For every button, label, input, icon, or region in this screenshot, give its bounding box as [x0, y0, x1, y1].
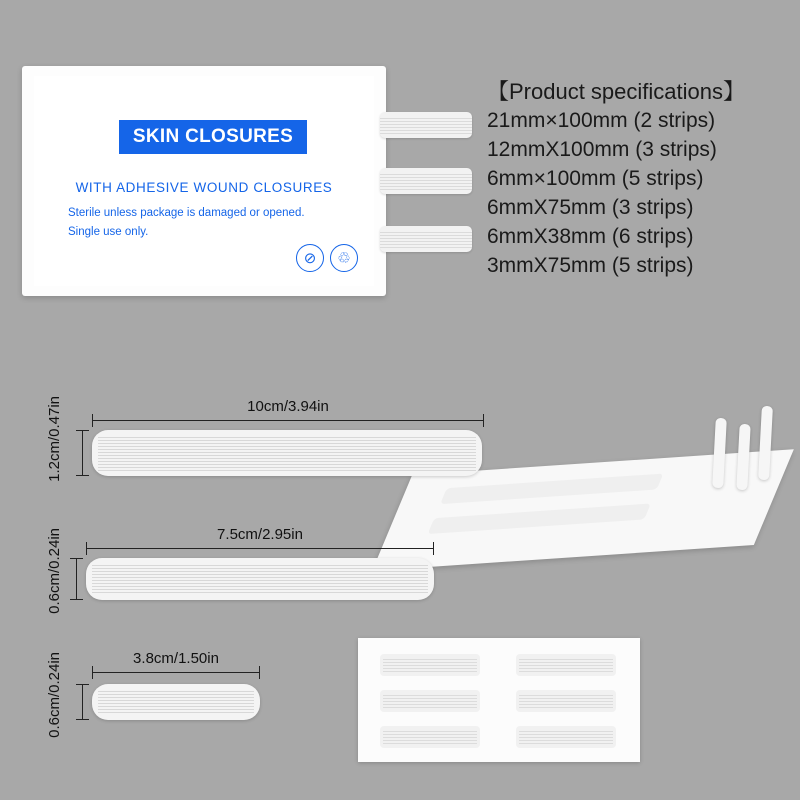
- width-dimension-line: [76, 558, 77, 600]
- width-dimension-label: 0.6cm/0.24in: [46, 652, 63, 738]
- sheet-strip: [516, 690, 616, 712]
- package-front-face: [34, 76, 374, 286]
- length-dimension-line: [86, 548, 434, 549]
- specifications-block: [487, 78, 787, 280]
- do-not-reuse-icon: ⊘: [296, 244, 324, 272]
- length-dimension-label: 7.5cm/2.95in: [217, 526, 303, 543]
- brand-banner: [119, 120, 307, 154]
- width-dimension-label: 1.2cm/0.47in: [46, 396, 63, 482]
- width-dimension-line: [82, 684, 83, 720]
- brand-name: SKIN CLOSURES: [132, 126, 294, 147]
- length-dimension-line: [92, 420, 484, 421]
- specifications-title: 【Product specifications】: [487, 79, 745, 104]
- backing-sheet-with-strips: [358, 638, 640, 762]
- peeking-closure-strip: [380, 168, 472, 194]
- spec-line-2: 12mmX100mm (3 strips): [487, 138, 717, 161]
- spec-line-1: 21mm×100mm (2 strips): [487, 109, 716, 132]
- package-subtitle: WITH ADHESIVE WOUND CLOSURES: [75, 180, 333, 195]
- spec-line-5: 6mmX38mm (6 strips): [487, 225, 694, 248]
- recycle-icon: ♲: [330, 244, 358, 272]
- sheet-strip: [380, 690, 480, 712]
- width-dimension-label: 0.6cm/0.24in: [46, 528, 63, 614]
- length-dimension-label: 3.8cm/1.50in: [133, 650, 219, 667]
- sheet-strip: [516, 726, 616, 748]
- sheet-strip: [428, 503, 651, 534]
- closure-strip-75mm: [86, 558, 434, 600]
- spec-line-3: 6mm×100mm (5 strips): [487, 167, 704, 190]
- spec-line-6: 3mmX75mm (5 strips): [487, 254, 694, 277]
- spec-line-4: 6mmX75mm (3 strips): [487, 196, 694, 219]
- peeking-closure-strip: [380, 226, 472, 252]
- width-dimension-line: [82, 430, 83, 476]
- sheet-strip: [380, 654, 480, 676]
- length-dimension-label: 10cm/3.94in: [247, 398, 329, 415]
- closure-strip-100mm: [92, 430, 482, 476]
- package-single-use-note: Single use only.: [68, 226, 149, 238]
- sheet-strip: [516, 654, 616, 676]
- package-sterility-note: Sterile unless package is damaged or opened.: [68, 207, 305, 219]
- sheet-strip: [380, 726, 480, 748]
- peeking-closure-strip: [380, 112, 472, 138]
- sheet-strip: [440, 474, 663, 505]
- length-dimension-line: [92, 672, 260, 673]
- product-package: [22, 66, 386, 296]
- closure-strip-38mm: [92, 684, 260, 720]
